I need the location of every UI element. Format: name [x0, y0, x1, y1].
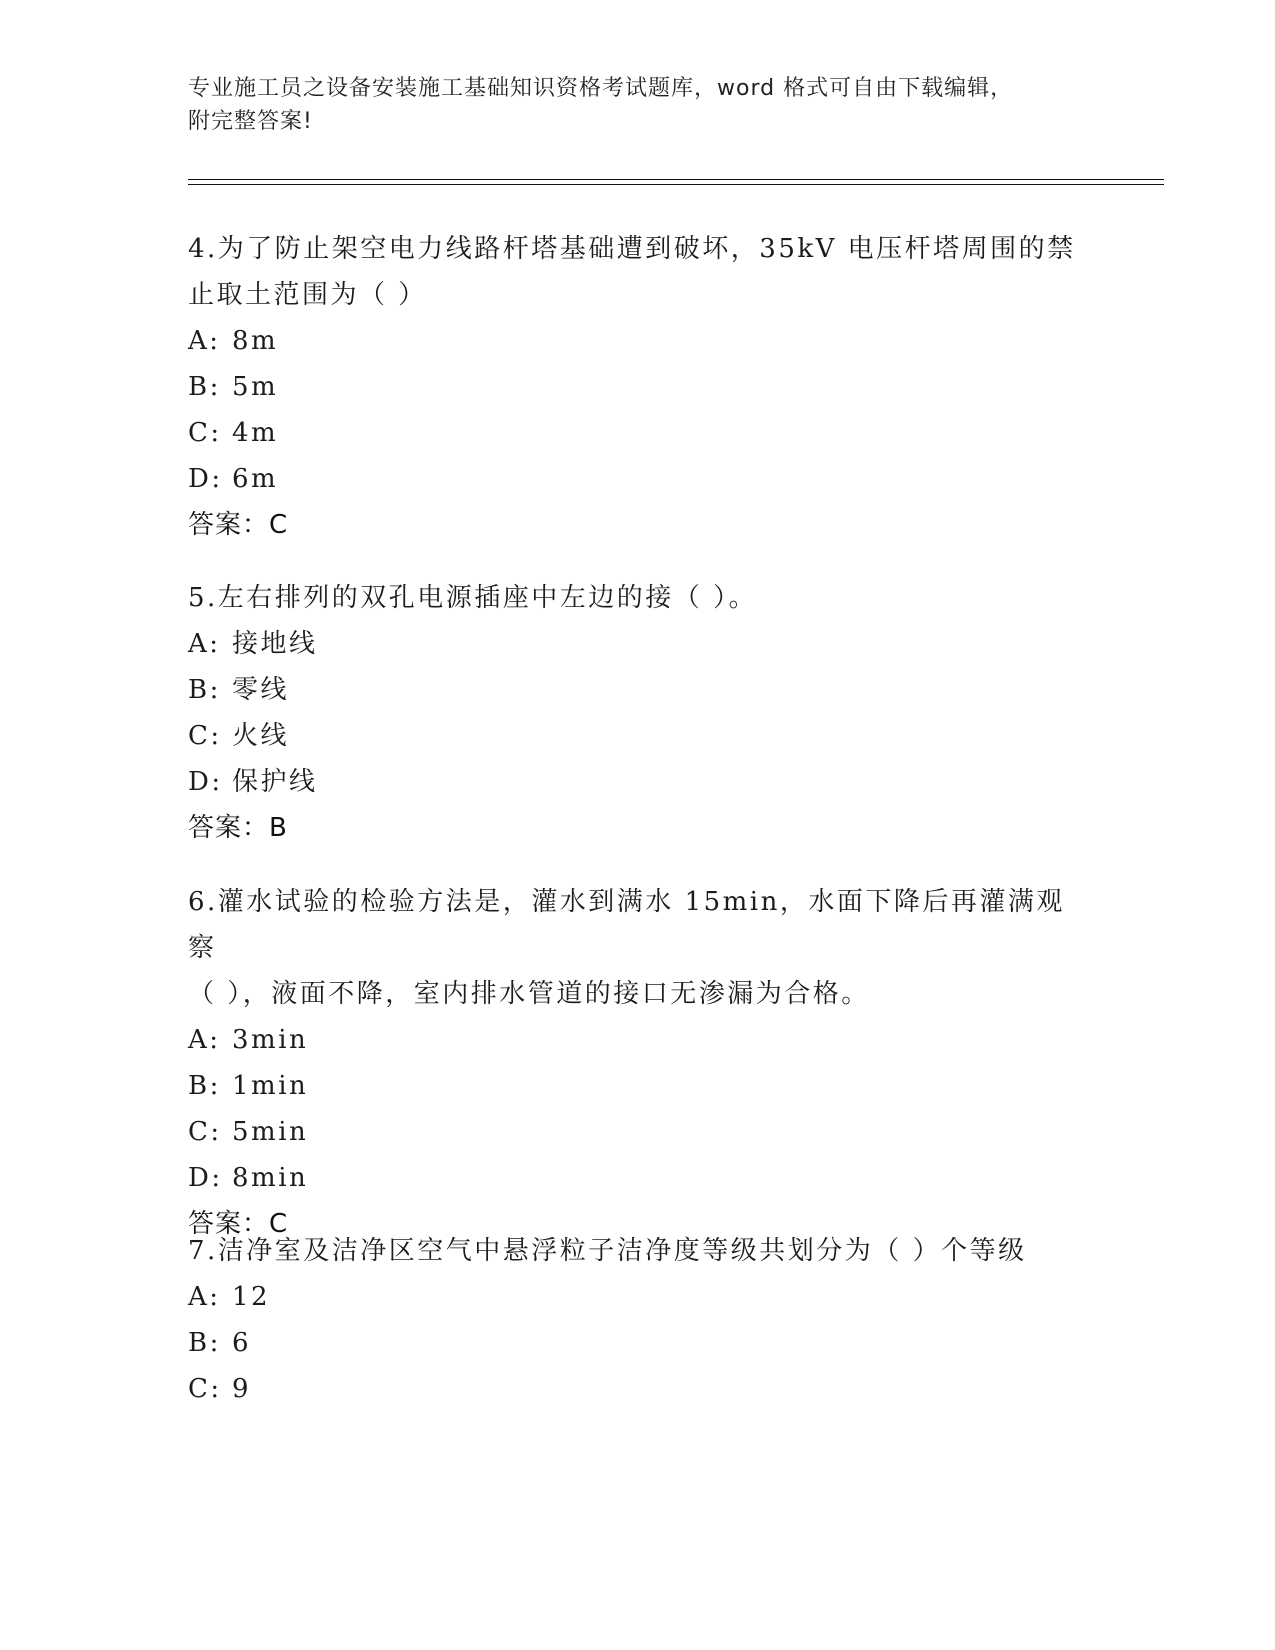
question-stem: [188, 575, 1088, 621]
option-c: [188, 410, 1088, 456]
option-text: 8min: [232, 1163, 309, 1193]
option-letter: B:: [188, 1071, 221, 1101]
option-text: 4m: [232, 418, 279, 448]
option-b: [188, 667, 1088, 713]
option-text: 5m: [232, 372, 279, 402]
option-a: [188, 1274, 1088, 1320]
option-letter: D:: [188, 767, 223, 797]
option-b: [188, 1320, 1088, 1366]
option-text: 8m: [232, 326, 279, 356]
answer-text: 答案：C: [188, 1209, 289, 1239]
option-d: [188, 456, 1088, 502]
option-letter: C:: [188, 721, 222, 751]
question-7: [188, 1228, 1088, 1412]
header-line-2: 附完整答案!: [188, 109, 313, 134]
option-list: [188, 621, 1088, 805]
question-6: [188, 879, 1088, 1247]
question-4: [188, 226, 1088, 548]
option-c: [188, 1366, 1088, 1412]
option-b: [188, 1063, 1088, 1109]
option-list: [188, 1017, 1088, 1201]
question-stem: [188, 1228, 1088, 1274]
option-c: [188, 1109, 1088, 1155]
option-letter: A:: [188, 1282, 221, 1312]
option-text: 接地线: [232, 629, 318, 659]
answer-text: 答案：B: [188, 813, 288, 843]
question-stem: [188, 879, 1088, 1017]
option-letter: B:: [188, 1328, 221, 1358]
option-a: [188, 1017, 1088, 1063]
option-text: 火线: [232, 721, 290, 751]
header-divider-bottom: [188, 184, 1164, 185]
option-letter: A:: [188, 629, 221, 659]
answer-text: 答案：C: [188, 510, 289, 540]
option-text: 9: [232, 1374, 252, 1404]
option-letter: B:: [188, 675, 221, 705]
option-list: [188, 1274, 1088, 1412]
option-letter: B:: [188, 372, 221, 402]
option-text: 6: [232, 1328, 252, 1358]
option-a: [188, 621, 1088, 667]
question-stem-line-1: 6.灌水试验的检验方法是，灌水到满水 15min，水面下降后再灌满观察: [188, 887, 1065, 963]
question-5: [188, 575, 1088, 851]
question-stem-line-2: 止取土范围为（ ）: [188, 280, 427, 310]
option-letter: D:: [188, 464, 223, 494]
option-text: 5min: [232, 1117, 309, 1147]
option-d: [188, 1155, 1088, 1201]
option-d: [188, 759, 1088, 805]
option-text: 1min: [232, 1071, 309, 1101]
option-b: [188, 364, 1088, 410]
question-stem: [188, 226, 1088, 318]
option-c: [188, 713, 1088, 759]
option-text: 保护线: [232, 767, 318, 797]
question-stem-line-1: 4.为了防止架空电力线路杆塔基础遭到破坏，35kV 电压杆塔周围的禁: [188, 234, 1076, 264]
option-a: [188, 318, 1088, 364]
document-header: [188, 72, 1088, 138]
option-text: 零线: [232, 675, 290, 705]
option-text: 6m: [232, 464, 279, 494]
option-letter: A:: [188, 326, 221, 356]
option-letter: C:: [188, 1374, 222, 1404]
question-stem-line-1: 5.左右排列的双孔电源插座中左边的接（ ）。: [188, 583, 758, 613]
header-divider-top: [188, 179, 1164, 180]
question-stem-line-1: 7.洁净室及洁净区空气中悬浮粒子洁净度等级共划分为（ ）个等级: [188, 1236, 1027, 1266]
option-text: 12: [232, 1282, 271, 1312]
option-letter: A:: [188, 1025, 221, 1055]
option-letter: C:: [188, 418, 222, 448]
option-list: [188, 318, 1088, 502]
option-letter: C:: [188, 1117, 222, 1147]
option-text: 3min: [232, 1025, 309, 1055]
option-letter: D:: [188, 1163, 223, 1193]
question-stem-line-2: （ ），液面不降，室内排水管道的接口无渗漏为合格。: [188, 979, 870, 1009]
header-line-1: 专业施工员之设备安装施工基础知识资格考试题库，word 格式可自由下载编辑，: [188, 76, 1014, 101]
